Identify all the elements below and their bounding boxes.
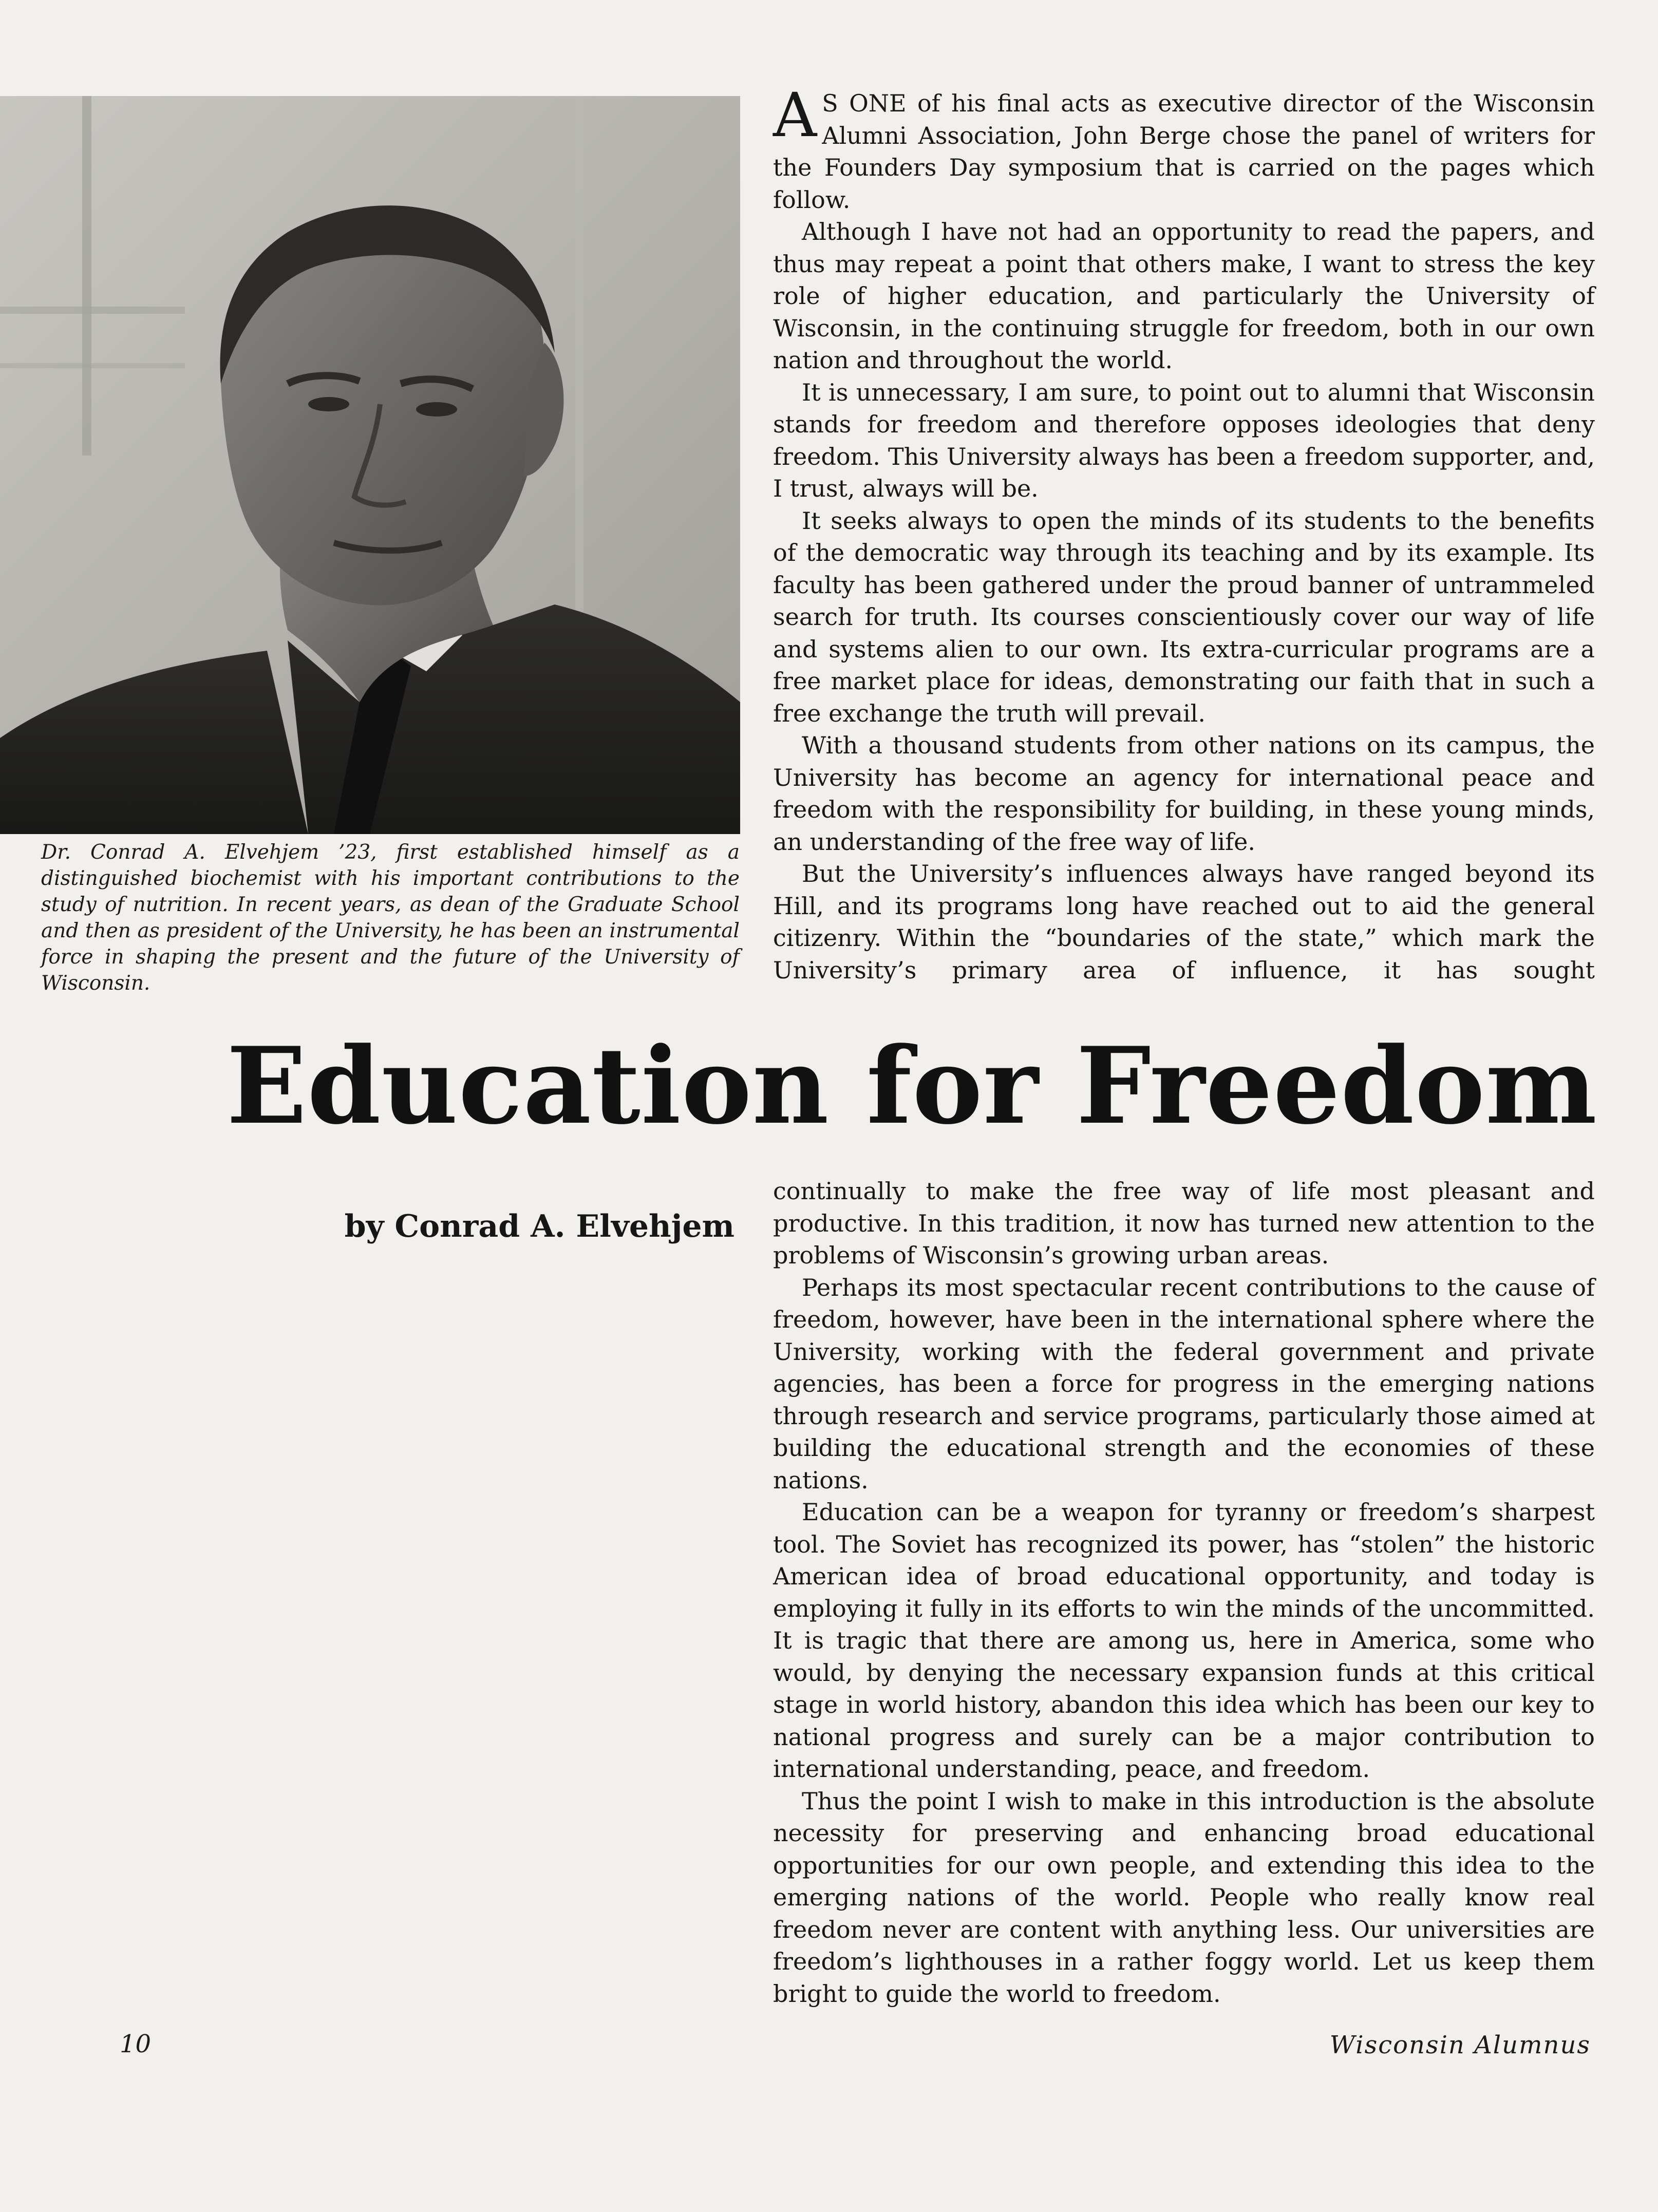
paragraph-2: Although I have not had an opportunity to read the papers, and thus may repeat a point that others make, I want to stress the key role of higher education, and particularly the University of Wisconsin, in the continuing struggle for freedom, both in our own nation and throughout the world. <box>773 218 1595 374</box>
paragraph-9: Education can be a weapon for tyranny or freedom’s sharpest tool. The Soviet has recognized its power, has “stolen” the historic American idea of broad educational opportunity, and today is employing it fully in its efforts to win the minds of the uncommitted. It is tragic that there are among us, here in America, some who would, by denying the necessary expansion funds at this critical stage in world history, abandon this idea which has been our key to national progress and surely can be a major contribution to international understanding, peace, and freedom. <box>773 1498 1595 1783</box>
paragraph-3: It is unnecessary, I am sure, to point out to alumni that Wisconsin stands for freedom and therefore opposes ideologies that deny freedom. This University always has been a freedom supporter, and, I trust, always will be. <box>773 378 1595 502</box>
paragraph-5: With a thousand students from other nations on its campus, the University has become an agency for international peace and freedom with the responsibility for building, in these young minds, an understanding of the free way of life. <box>773 731 1595 856</box>
photo-caption: Dr. Conrad A. Elvehjem ’23, first established himself as a distinguished biochemist with his important contributions to the study of nutrition. In recent years, as dean of the Graduate School and then as president of the University, he has been an instrumental force in shaping the present and the future of the University of Wisconsin. <box>41 841 740 995</box>
paragraph-10: Thus the point I wish to make in this introduction is the absolute necessity for preserving and enhancing broad educational opportunities for our own people, and extending this idea to the emerging nations of the world. People who really know real freedom never are content with anything less. Our universities are freedom’s lighthouses in a rather foggy world. Let us keep them bright to guide the world to freedom. <box>773 1787 1595 2008</box>
magazine-name: Wisconsin Alumnus <box>1329 2031 1591 2059</box>
paragraph-4: It seeks always to open the minds of its students to the benefits of the democratic way through its teaching and by its example. Its faculty has been gathered under the proud banner of untrammeled search for truth. Its courses conscientiously cover our way of life and systems alien to our own. Its extra-curricular programs are a free market place for ideas, demonstrating our faith that in such a free exchange the truth will prevail. <box>773 506 1595 727</box>
article-title: Education for Freedom <box>226 1025 1597 1148</box>
article-column-bottom <box>773 1175 1595 2010</box>
paragraph-8: Perhaps its most spectacular recent contributions to the cause of freedom, however, have been in the international sphere where the University, working with the federal government and private agencies, has been a force for progress in the emerging nations through research and service programs, particularly those aimed at building the educational strength and the economies of these nations. <box>773 1273 1595 1494</box>
article-byline: by Conrad A. Elvehjem <box>344 1208 734 1244</box>
drop-cap: A <box>773 80 817 150</box>
paragraph-1: A S ONE of his final acts as executive director of the Wisconsin Alumni Association, John Berge chose the panel of writers for the Founders Day symposium that is carried on the pages which follow. <box>773 80 1595 214</box>
portrait-illustration <box>0 96 740 834</box>
paragraph-7: continually to make the free way of life most pleasant and productive. In this tradition, it now has turned new attention to the problems of Wisconsin’s growing urban areas. <box>773 1177 1595 1269</box>
article-column-top <box>773 80 1595 986</box>
page-number: 10 <box>120 2030 152 2058</box>
paragraph-6: But the University’s influences always have ranged beyond its Hill, and its programs long have reached out to aid the general citizenry. Within the “boundaries of the state,” which mark the University’s primary area of influence, it has sought <box>773 860 1595 984</box>
author-photo <box>0 96 740 834</box>
